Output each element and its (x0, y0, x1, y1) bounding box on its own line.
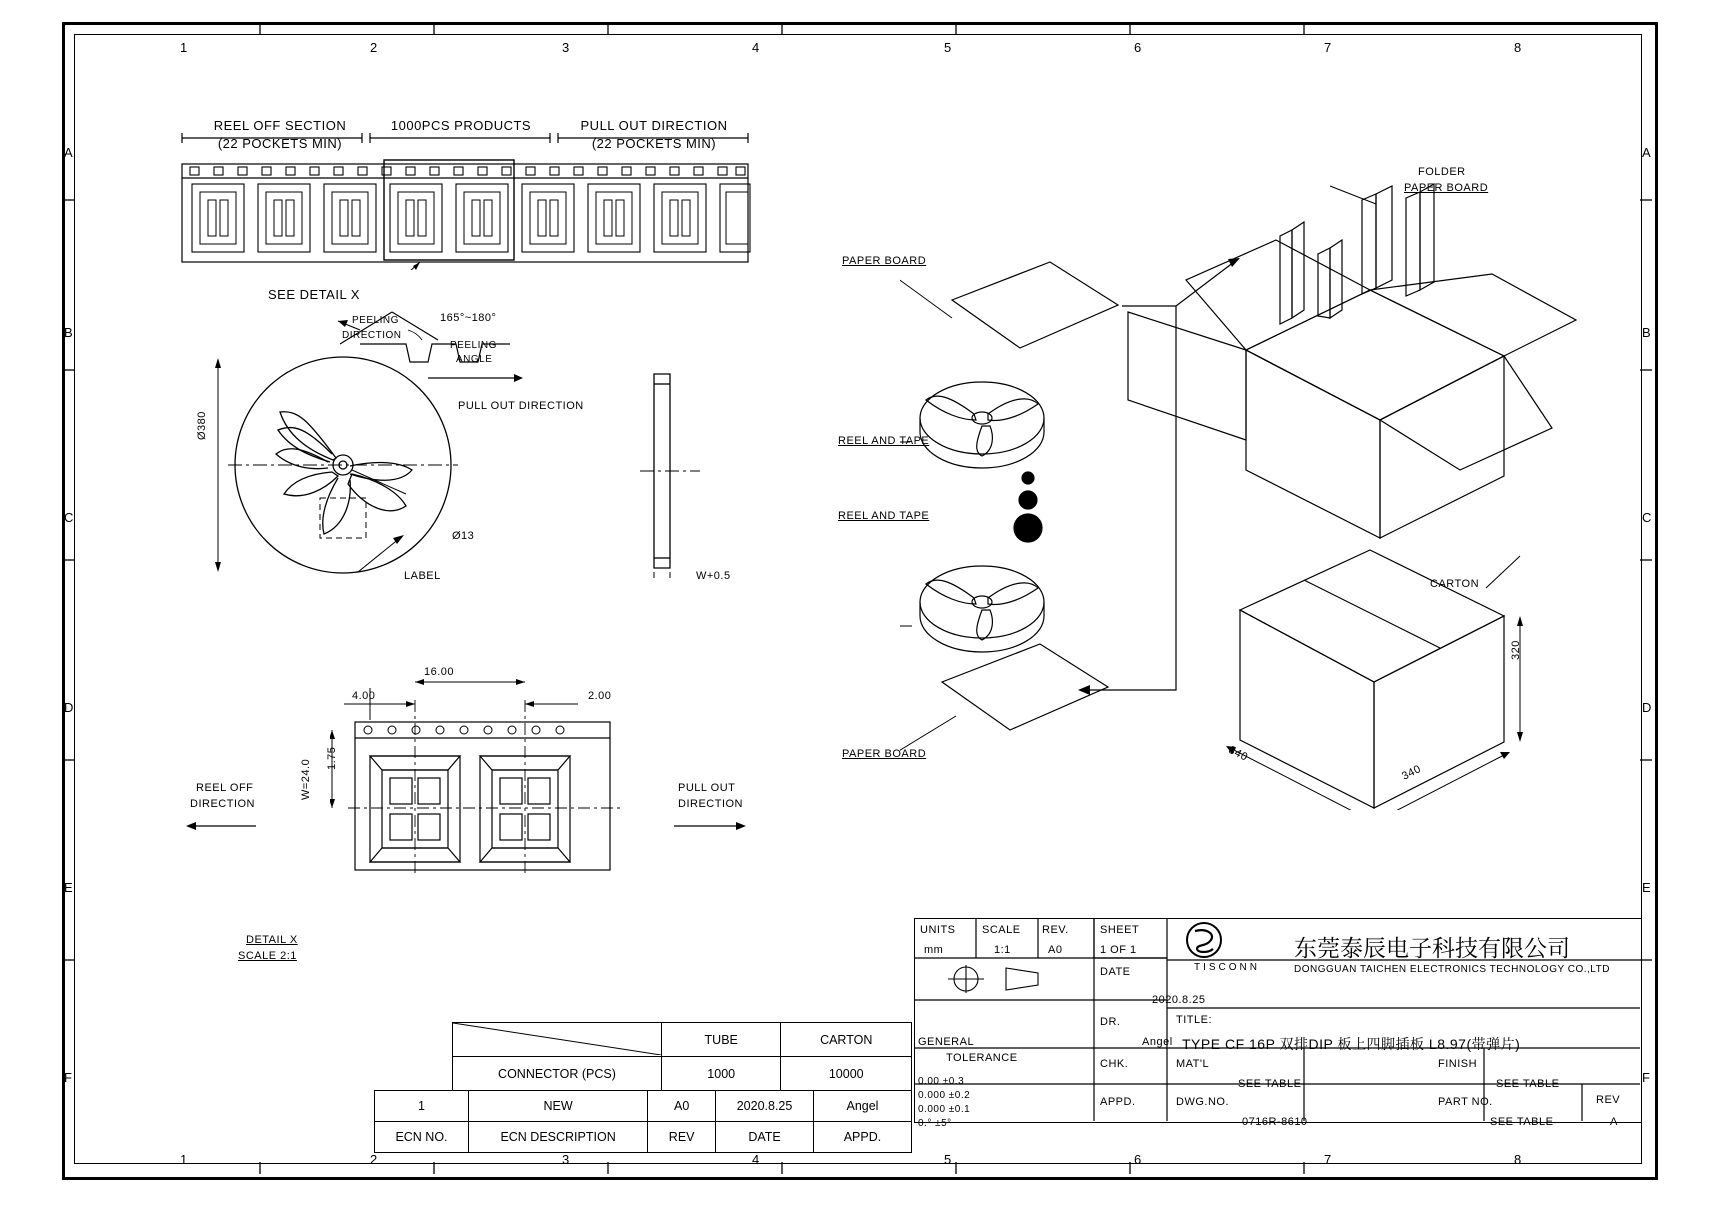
detail-reel-off-arrow (184, 818, 264, 834)
zone-col-5-top: 5 (944, 40, 952, 55)
tape-pull-out-sublabel: (22 POCKETS MIN) (591, 136, 717, 151)
qty-col-carton: CARTON (781, 1023, 912, 1057)
zone-row-b-right: B (1642, 325, 1652, 340)
tolerance-line-3: 0.000 ±0.1 (918, 1104, 971, 1115)
scale-value: 1:1 (994, 944, 1011, 956)
carton-label: CARTON (1430, 578, 1480, 590)
tape-pull-out-label: PULL OUT DIRECTION (580, 118, 728, 133)
packing-exploded-view (900, 170, 1630, 810)
zone-col-6-top: 6 (1134, 40, 1142, 55)
matl-value: SEE TABLE (1238, 1078, 1302, 1090)
reel-outer-diameter-label: Ø380 (196, 411, 208, 440)
detail-pull-out-arrow (672, 818, 752, 834)
zone-col-3-bottom: 3 (562, 1152, 570, 1167)
detail-dim-4: 4.00 (352, 690, 376, 702)
detail-reel-off-line2: DIRECTION (190, 798, 255, 810)
zone-col-4-bottom: 4 (752, 1152, 760, 1167)
peeling-angle-line2: ANGLE (456, 354, 493, 365)
general-tolerance-label-2: TOLERANCE (946, 1052, 1018, 1064)
paper-board-label-1: PAPER BOARD (842, 255, 927, 267)
zone-row-f-left: F (64, 1070, 73, 1085)
zone-row-e-right: E (1642, 880, 1652, 895)
dr-value: Angel (1142, 1036, 1173, 1048)
ecn-table (374, 1090, 912, 1153)
zone-col-2-bottom: 2 (370, 1152, 378, 1167)
quantity-table (452, 1022, 912, 1091)
zone-col-1-top: 1 (180, 40, 188, 55)
ecn-no-header: ECN NO. (375, 1122, 469, 1153)
reel-label-callout: LABEL (404, 570, 441, 582)
reel-and-tape-label-1: REEL AND TAPE (838, 435, 930, 447)
scale-label: SCALE (982, 924, 1021, 936)
ecn-rev-value: A0 (648, 1091, 716, 1122)
drawing-title-value: TYPE CF 16P 双排DIP 板上四脚插板 L8.97(带弹片) (1182, 1036, 1521, 1052)
zone-row-c-right: C (1642, 510, 1652, 525)
paper-board-top-label: PAPER BOARD (1404, 182, 1489, 194)
zone-row-d-right: D (1642, 700, 1652, 715)
peel-angle-range: 165°~180° (440, 312, 497, 324)
detail-dim-2: 2.00 (588, 690, 612, 702)
revno-label: REV (1596, 1094, 1621, 1106)
zone-row-b-left: B (64, 325, 74, 340)
detail-reel-off-line1: REEL OFF (196, 782, 254, 794)
carton-height-dim: 320 (1510, 640, 1522, 660)
zone-col-7-bottom: 7 (1324, 1152, 1332, 1167)
zone-col-2-top: 2 (370, 40, 378, 55)
title-label: TITLE: (1176, 1014, 1213, 1026)
detail-x-title: DETAIL X (246, 934, 298, 946)
zone-row-c-left: C (64, 510, 74, 525)
zone-row-e-left: E (64, 880, 74, 895)
ecn-appd-value: Angel (813, 1091, 911, 1122)
company-name-en: DONGGUAN TAICHEN ELECTRONICS TECHNOLOGY CO.,LTD (1294, 964, 1610, 975)
tape-reel-off-sublabel: (22 POCKETS MIN) (217, 136, 343, 151)
units-label: UNITS (920, 924, 956, 936)
date-value: 2020.8.25 (1152, 994, 1206, 1006)
zone-row-d-left: D (64, 700, 74, 715)
ecn-desc-header: ECN DESCRIPTION (468, 1122, 647, 1153)
zone-col-7-top: 7 (1324, 40, 1332, 55)
zone-col-3-top: 3 (562, 40, 570, 55)
reel-side-view (640, 368, 720, 578)
peel-pull-out-direction: PULL OUT DIRECTION (458, 400, 584, 412)
units-value: mm (924, 944, 944, 956)
rev-value: A0 (1048, 944, 1063, 956)
detail-x-scale: SCALE 2:1 (238, 950, 297, 962)
tape-reel-off-label: REEL OFF SECTION (213, 118, 347, 133)
sheet-value: 1 OF 1 (1100, 944, 1137, 956)
peeling-direction-line2: DIRECTION (342, 330, 402, 341)
reel-width-dimension-label: W+0.5 (696, 570, 731, 582)
date-label: DATE (1100, 966, 1131, 978)
qty-row-label: CONNECTOR (PCS) (453, 1057, 662, 1091)
detail-dim-w: W=24.0 (300, 758, 312, 800)
company-name-cn: 东莞泰辰电子科技有限公司 (1294, 935, 1570, 961)
ecn-desc-value: NEW (468, 1091, 647, 1122)
detail-pull-out-line2: DIRECTION (678, 798, 743, 810)
zone-col-8-bottom: 8 (1514, 1152, 1522, 1167)
reel-and-tape-label-2: REEL AND TAPE (838, 510, 930, 522)
detail-dim-175: 1.75 (326, 746, 338, 770)
dr-label: DR. (1100, 1016, 1121, 1028)
partno-value: SEE TABLE (1490, 1116, 1554, 1128)
finish-value: SEE TABLE (1496, 1078, 1560, 1090)
qty-table-diagonal-cell (453, 1023, 662, 1057)
carton-width-dim-1: 340 (1226, 744, 1250, 764)
ecn-rev-header: REV (648, 1122, 716, 1153)
general-tolerance-label-1: GENERAL (918, 1036, 975, 1048)
tape-products-label: 1000PCS PRODUCTS (390, 118, 532, 133)
paper-board-label-2: PAPER BOARD (842, 748, 927, 760)
zone-col-6-bottom: 6 (1134, 1152, 1142, 1167)
peeling-angle-line1: PEELING (450, 340, 497, 351)
folder-label: FOLDER (1418, 166, 1466, 178)
matl-label: MAT'L (1176, 1058, 1210, 1070)
revno-value: A (1610, 1116, 1618, 1128)
peeling-direction-line1: PEELING (352, 315, 399, 326)
ecn-date-value: 2020.8.25 (716, 1091, 814, 1122)
qty-tube-value: 1000 (661, 1057, 781, 1091)
ecn-no-value: 1 (375, 1091, 469, 1122)
tolerance-line-4: 0.° ±5° (918, 1118, 952, 1129)
tolerance-line-1: 0.00 ±0.3 (918, 1076, 965, 1087)
detail-pull-out-line1: PULL OUT (678, 782, 736, 794)
reel-label-leader (352, 530, 422, 578)
appd-label: APPD. (1100, 1096, 1136, 1108)
zone-row-a-right: A (1642, 145, 1652, 160)
zone-row-a-left: A (64, 145, 74, 160)
tolerance-line-2: 0.000 ±0.2 (918, 1090, 971, 1101)
see-detail-x-note: SEE DETAIL X (268, 287, 360, 302)
dwgno-label: DWG.NO. (1176, 1096, 1229, 1108)
reel-front-view (228, 350, 458, 580)
chk-label: CHK. (1100, 1058, 1129, 1070)
carrier-tape-view (170, 130, 790, 270)
ecn-appd-header: APPD. (813, 1122, 911, 1153)
qty-col-tube: TUBE (661, 1023, 781, 1057)
zone-col-4-top: 4 (752, 40, 760, 55)
detail-dim-16: 16.00 (424, 666, 455, 678)
qty-carton-value: 10000 (781, 1057, 912, 1091)
zone-col-5-bottom: 5 (944, 1152, 952, 1167)
reel-hub-diameter-label: Ø13 (452, 530, 475, 542)
ecn-date-header: DATE (716, 1122, 814, 1153)
carton-width-dim-2: 340 (1400, 762, 1424, 783)
partno-label: PART NO. (1438, 1096, 1493, 1108)
zone-col-1-bottom: 1 (180, 1152, 188, 1167)
sheet-label: SHEET (1100, 924, 1140, 936)
finish-label: FINISH (1438, 1058, 1478, 1070)
zone-row-f-right: F (1642, 1070, 1651, 1085)
company-logo-text: TISCONN (1194, 962, 1260, 973)
dwgno-value: 0716R-8610 (1242, 1116, 1308, 1128)
zone-col-8-top: 8 (1514, 40, 1522, 55)
reel-diameter-dimension (206, 350, 228, 580)
rev-label: REV. (1042, 924, 1069, 936)
